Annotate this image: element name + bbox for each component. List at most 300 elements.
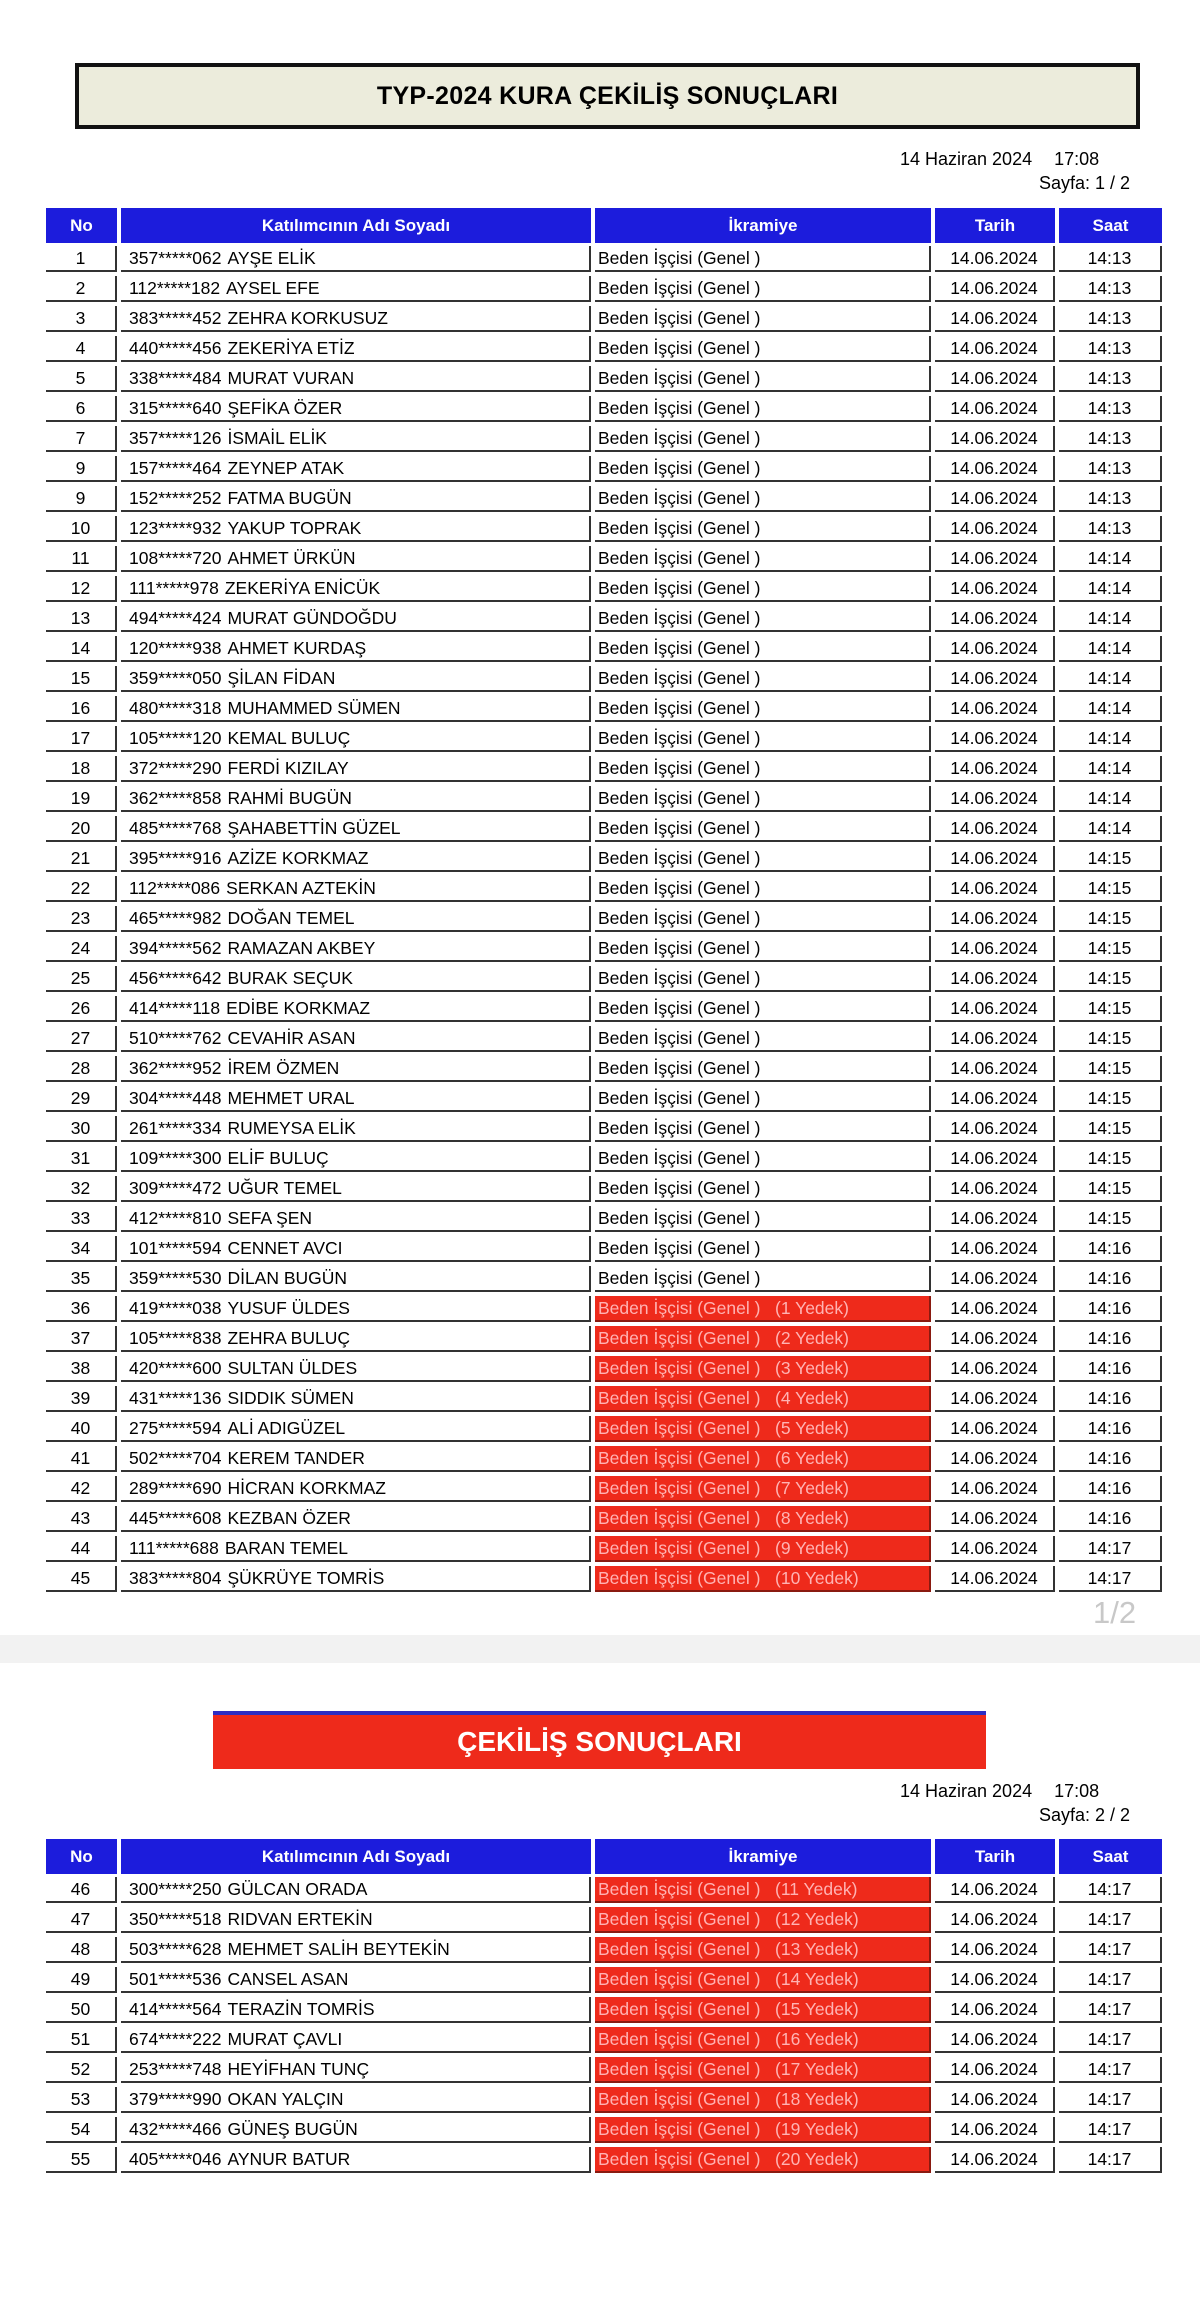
table-row	[0, 304, 1200, 334]
row-date: 14.06.2024	[935, 1296, 1055, 1322]
participant-name: MEHMET URAL	[227, 1087, 355, 1108]
results-table-body	[0, 244, 1200, 1594]
row-time: 14:15	[1059, 1026, 1162, 1052]
row-prize: Beden İşçisi (Genel )	[595, 1146, 931, 1172]
page-number-mark: 1/2	[1093, 1595, 1137, 1630]
row-date: 14.06.2024	[935, 1446, 1055, 1472]
participant-name: YUSUF ÜLDES	[227, 1297, 350, 1318]
row-participant	[121, 1146, 591, 1172]
page-info-2: Sayfa: 2 / 2	[1038, 1805, 1130, 1825]
row-participant	[121, 516, 591, 542]
table-row	[0, 994, 1200, 1024]
table-row	[0, 244, 1200, 274]
participant-name: ŞAHABETTİN GÜZEL	[227, 817, 401, 838]
row-participant	[121, 1356, 591, 1382]
participant-name: FERDİ KIZILAY	[227, 757, 349, 778]
row-date: 14.06.2024	[935, 1476, 1055, 1502]
row-date: 14.06.2024	[935, 1877, 1055, 1903]
table-row	[0, 394, 1200, 424]
row-participant	[121, 366, 591, 392]
participant-name: ALİ ADIGÜZEL	[227, 1417, 346, 1438]
table-row	[0, 694, 1200, 724]
col-header-name: Katılımcının Adı Soyadı	[121, 1839, 591, 1874]
row-prize: Beden İşçisi (Genel )	[595, 876, 931, 902]
row-no: 42	[46, 1476, 117, 1502]
table-row	[0, 1144, 1200, 1174]
participant-name: ZEYNEP ATAK	[227, 457, 345, 478]
row-prize: Beden İşçisi (Genel )	[595, 936, 931, 962]
table-row	[0, 424, 1200, 454]
row-prize: Beden İşçisi (Genel )	[595, 366, 931, 392]
participant-name: ŞÜKRÜYE TOMRİS	[227, 1567, 385, 1588]
row-prize-reserve: Beden İşçisi (Genel ) (20 Yedek)	[595, 2147, 931, 2173]
row-prize: Beden İşçisi (Genel )	[595, 756, 931, 782]
row-time: 14:15	[1059, 846, 1162, 872]
participant-id: 309*****472	[129, 1177, 222, 1198]
participant-id: 502*****704	[129, 1447, 222, 1468]
row-participant	[121, 336, 591, 362]
participant-name: AHMET KURDAŞ	[227, 637, 367, 658]
row-participant	[121, 1326, 591, 1352]
table-row	[0, 1384, 1200, 1414]
row-participant	[121, 666, 591, 692]
row-prize-reserve: Beden İşçisi (Genel ) (12 Yedek)	[595, 1907, 931, 1933]
page-separator	[0, 1635, 1200, 1663]
row-no: 46	[46, 1877, 117, 1903]
row-prize: Beden İşçisi (Genel )	[595, 786, 931, 812]
participant-name: YAKUP TOPRAK	[227, 517, 362, 538]
row-no: 45	[46, 1566, 117, 1592]
participant-id: 414*****564	[129, 1998, 222, 2019]
row-date: 14.06.2024	[935, 1967, 1055, 1993]
row-time: 14:14	[1059, 756, 1162, 782]
row-date: 14.06.2024	[935, 2087, 1055, 2113]
row-no: 31	[46, 1146, 117, 1172]
row-date: 14.06.2024	[935, 726, 1055, 752]
participant-name: DOĞAN TEMEL	[227, 907, 355, 928]
participant-id: 395*****916	[129, 847, 222, 868]
row-participant	[121, 426, 591, 452]
row-time: 14:17	[1059, 1877, 1162, 1903]
participant-id: 112*****086	[129, 877, 221, 898]
table-row	[0, 274, 1200, 304]
page-info: Sayfa: 1 / 2	[1038, 173, 1130, 193]
participant-id: 420*****600	[129, 1357, 222, 1378]
row-date: 14.06.2024	[935, 1176, 1055, 1202]
row-participant	[121, 876, 591, 902]
participant-id: 350*****518	[129, 1908, 222, 1929]
row-prize-reserve: Beden İşçisi (Genel ) (9 Yedek)	[595, 1536, 931, 1562]
row-participant	[121, 1116, 591, 1142]
participant-name: EDİBE KORKMAZ	[226, 997, 371, 1018]
table-row	[0, 904, 1200, 934]
table-row	[0, 514, 1200, 544]
row-participant	[121, 1907, 591, 1933]
participant-id: 465*****982	[129, 907, 222, 928]
row-time: 14:16	[1059, 1476, 1162, 1502]
row-time: 14:13	[1059, 396, 1162, 422]
row-time: 14:13	[1059, 306, 1162, 332]
participant-name: HEYİFHAN TUNÇ	[227, 2058, 370, 2079]
table-row	[0, 544, 1200, 574]
row-prize-reserve: Beden İşçisi (Genel ) (8 Yedek)	[595, 1506, 931, 1532]
participant-id: 431*****136	[129, 1387, 222, 1408]
table-row	[0, 1264, 1200, 1294]
report-datetime	[900, 149, 1135, 170]
row-prize-reserve: Beden İşçisi (Genel ) (1 Yedek)	[595, 1296, 931, 1322]
participant-name: GÜNEŞ BUGÜN	[227, 2118, 358, 2139]
table-row	[0, 874, 1200, 904]
table-row	[0, 1414, 1200, 1444]
row-time: 14:17	[1059, 2057, 1162, 2083]
report-datetime-2	[900, 1781, 1135, 1802]
table-row	[0, 1474, 1200, 1504]
row-no: 32	[46, 1176, 117, 1202]
participant-id: 372*****290	[129, 757, 222, 778]
row-prize: Beden İşçisi (Genel )	[595, 426, 931, 452]
row-no: 9	[46, 486, 117, 512]
row-participant	[121, 816, 591, 842]
row-participant	[121, 2147, 591, 2173]
participant-id: 501*****536	[129, 1968, 222, 1989]
row-time: 14:17	[1059, 1536, 1162, 1562]
table-row	[0, 634, 1200, 664]
row-time: 14:17	[1059, 1907, 1162, 1933]
participant-id: 357*****126	[129, 427, 222, 448]
participant-name: AYSEL EFE	[226, 277, 320, 298]
row-time: 14:14	[1059, 576, 1162, 602]
participant-id: 300*****250	[129, 1878, 222, 1899]
participant-id: 362*****858	[129, 787, 222, 808]
row-date: 14.06.2024	[935, 1026, 1055, 1052]
participant-name: AZİZE KORKMAZ	[227, 847, 369, 868]
participant-name: FATMA BUGÜN	[227, 487, 352, 508]
row-participant	[121, 1296, 591, 1322]
row-prize: Beden İşçisi (Genel )	[595, 1266, 931, 1292]
row-prize: Beden İşçisi (Genel )	[595, 1176, 931, 1202]
participant-name: ELİF BULUÇ	[227, 1147, 329, 1168]
row-participant	[121, 576, 591, 602]
row-prize: Beden İşçisi (Genel )	[595, 1116, 931, 1142]
participant-name: MURAT GÜNDOĞDU	[227, 607, 397, 628]
report-date-2: 14 Haziran 2024	[900, 1781, 1033, 1801]
participant-name: ZEHRA BULUÇ	[227, 1327, 350, 1348]
participant-id: 510*****762	[129, 1027, 222, 1048]
row-participant	[121, 1416, 591, 1442]
row-prize-reserve: Beden İşçisi (Genel ) (17 Yedek)	[595, 2057, 931, 2083]
row-prize: Beden İşçisi (Genel )	[595, 846, 931, 872]
table-row	[0, 484, 1200, 514]
table-row	[0, 1935, 1200, 1965]
participant-name: HİCRAN KORKMAZ	[227, 1477, 386, 1498]
row-participant	[121, 846, 591, 872]
row-time: 14:15	[1059, 936, 1162, 962]
row-prize: Beden İşçisi (Genel )	[595, 906, 931, 932]
row-time: 14:15	[1059, 1086, 1162, 1112]
row-no: 25	[46, 966, 117, 992]
row-time: 14:16	[1059, 1386, 1162, 1412]
row-date: 14.06.2024	[935, 1566, 1055, 1592]
row-no: 51	[46, 2027, 117, 2053]
row-participant	[121, 1446, 591, 1472]
table-row	[0, 1564, 1200, 1594]
table-row	[0, 1204, 1200, 1234]
participant-name: TERAZİN TOMRİS	[227, 1998, 375, 2019]
table-row	[0, 814, 1200, 844]
participant-id: 362*****952	[129, 1057, 222, 1078]
row-no: 54	[46, 2117, 117, 2143]
row-no: 2	[46, 276, 117, 302]
row-prize-reserve: Beden İşçisi (Genel ) (15 Yedek)	[595, 1997, 931, 2023]
row-time: 14:17	[1059, 2147, 1162, 2173]
table-row	[0, 1024, 1200, 1054]
row-no: 43	[46, 1506, 117, 1532]
row-participant	[121, 1967, 591, 1993]
row-date: 14.06.2024	[935, 1997, 1055, 2023]
participant-name: MEHMET SALİH BEYTEKİN	[227, 1938, 450, 1959]
row-time: 14:13	[1059, 426, 1162, 452]
table-row	[0, 784, 1200, 814]
row-no: 5	[46, 366, 117, 392]
row-participant	[121, 1236, 591, 1262]
row-participant	[121, 486, 591, 512]
row-prize: Beden İşçisi (Genel )	[595, 576, 931, 602]
row-date: 14.06.2024	[935, 1146, 1055, 1172]
row-time: 14:15	[1059, 1176, 1162, 1202]
participant-id: 394*****562	[129, 937, 222, 958]
row-no: 38	[46, 1356, 117, 1382]
table-row	[0, 1875, 1200, 1905]
participant-id: 109*****300	[129, 1147, 222, 1168]
row-no: 34	[46, 1236, 117, 1262]
row-time: 14:17	[1059, 2027, 1162, 2053]
row-date: 14.06.2024	[935, 276, 1055, 302]
row-date: 14.06.2024	[935, 1386, 1055, 1412]
row-date: 14.06.2024	[935, 366, 1055, 392]
row-prize-reserve: Beden İşçisi (Genel ) (13 Yedek)	[595, 1937, 931, 1963]
row-prize-reserve: Beden İşçisi (Genel ) (11 Yedek)	[595, 1877, 931, 1903]
participant-id: 108*****720	[129, 547, 222, 568]
row-no: 50	[46, 1997, 117, 2023]
row-no: 1	[46, 246, 117, 272]
row-no: 40	[46, 1416, 117, 1442]
table-row	[0, 1965, 1200, 1995]
report-date: 14 Haziran 2024	[900, 149, 1033, 169]
participant-id: 253*****748	[129, 2058, 222, 2079]
participant-id: 289*****690	[129, 1477, 222, 1498]
row-time: 14:14	[1059, 546, 1162, 572]
participant-name: BURAK SEÇUK	[227, 967, 353, 988]
row-date: 14.06.2024	[935, 936, 1055, 962]
row-date: 14.06.2024	[935, 1536, 1055, 1562]
table-row	[0, 2085, 1200, 2115]
participant-name: AHMET ÜRKÜN	[227, 547, 356, 568]
row-time: 14:13	[1059, 336, 1162, 362]
row-participant	[121, 906, 591, 932]
row-no: 18	[46, 756, 117, 782]
row-participant	[121, 246, 591, 272]
row-time: 14:13	[1059, 276, 1162, 302]
row-participant	[121, 1176, 591, 1202]
participant-id: 456*****642	[129, 967, 222, 988]
participant-id: 105*****120	[129, 727, 222, 748]
row-no: 6	[46, 396, 117, 422]
row-no: 41	[46, 1446, 117, 1472]
row-time: 14:15	[1059, 1146, 1162, 1172]
row-participant	[121, 2027, 591, 2053]
participant-id: 419*****038	[129, 1297, 222, 1318]
participant-id: 445*****608	[129, 1507, 222, 1528]
participant-name: ŞEFİKA ÖZER	[227, 397, 343, 418]
row-participant	[121, 1386, 591, 1412]
participant-id: 383*****804	[129, 1567, 222, 1588]
row-no: 9	[46, 456, 117, 482]
row-prize: Beden İşçisi (Genel )	[595, 336, 931, 362]
row-participant	[121, 636, 591, 662]
row-date: 14.06.2024	[935, 876, 1055, 902]
col-header-prize: İkramiye	[595, 208, 931, 243]
participant-name: OKAN YALÇIN	[227, 2088, 344, 2109]
participant-id: 494*****424	[129, 607, 222, 628]
participant-id: 112*****182	[129, 277, 221, 298]
table-row	[0, 574, 1200, 604]
participant-name: CANSEL ASAN	[227, 1968, 349, 1989]
row-participant	[121, 546, 591, 572]
row-time: 14:17	[1059, 2117, 1162, 2143]
participant-id: 432*****466	[129, 2118, 222, 2139]
col-header-time: Saat	[1059, 1839, 1162, 1874]
row-date: 14.06.2024	[935, 336, 1055, 362]
participant-id: 485*****768	[129, 817, 222, 838]
col-header-no: No	[46, 208, 117, 243]
row-date: 14.06.2024	[935, 2057, 1055, 2083]
participant-id: 359*****050	[129, 667, 222, 688]
table-row	[0, 1234, 1200, 1264]
results-page-2	[0, 1663, 1200, 2301]
row-date: 14.06.2024	[935, 966, 1055, 992]
participant-id: 338*****484	[129, 367, 222, 388]
table-header-2	[0, 1839, 1200, 1874]
row-time: 14:13	[1059, 456, 1162, 482]
row-no: 44	[46, 1536, 117, 1562]
row-prize: Beden İşçisi (Genel )	[595, 1086, 931, 1112]
row-no: 7	[46, 426, 117, 452]
row-date: 14.06.2024	[935, 846, 1055, 872]
table-row	[0, 2115, 1200, 2145]
row-prize: Beden İşçisi (Genel )	[595, 1236, 931, 1262]
row-date: 14.06.2024	[935, 1356, 1055, 1382]
row-time: 14:15	[1059, 1116, 1162, 1142]
participant-name: BARAN TEMEL	[224, 1537, 349, 1558]
row-participant	[121, 996, 591, 1022]
participant-id: 383*****452	[129, 307, 222, 328]
row-no: 47	[46, 1907, 117, 1933]
row-time: 14:14	[1059, 696, 1162, 722]
row-prize: Beden İşçisi (Genel )	[595, 516, 931, 542]
row-no: 23	[46, 906, 117, 932]
row-no: 21	[46, 846, 117, 872]
row-date: 14.06.2024	[935, 1266, 1055, 1292]
row-date: 14.06.2024	[935, 1907, 1055, 1933]
table-row	[0, 1905, 1200, 1935]
participant-id: 105*****838	[129, 1327, 222, 1348]
row-date: 14.06.2024	[935, 306, 1055, 332]
participant-name: ZEKERİYA ETİZ	[227, 337, 355, 358]
row-no: 52	[46, 2057, 117, 2083]
row-time: 14:14	[1059, 786, 1162, 812]
row-time: 14:16	[1059, 1326, 1162, 1352]
row-time: 14:13	[1059, 366, 1162, 392]
participant-name: AYŞE ELİK	[227, 247, 316, 268]
table-row	[0, 2145, 1200, 2175]
table-row	[0, 1084, 1200, 1114]
title-box	[75, 63, 1140, 129]
row-date: 14.06.2024	[935, 2027, 1055, 2053]
row-date: 14.06.2024	[935, 696, 1055, 722]
row-no: 27	[46, 1026, 117, 1052]
table-row	[0, 1114, 1200, 1144]
row-prize: Beden İşçisi (Genel )	[595, 306, 931, 332]
row-prize-reserve: Beden İşçisi (Genel ) (7 Yedek)	[595, 1476, 931, 1502]
row-no: 33	[46, 1206, 117, 1232]
row-participant	[121, 1566, 591, 1592]
table-row	[0, 2025, 1200, 2055]
participant-name: SIDDIK SÜMEN	[227, 1387, 354, 1408]
row-prize: Beden İşçisi (Genel )	[595, 816, 931, 842]
report-time: 17:08	[1054, 149, 1100, 169]
row-date: 14.06.2024	[935, 576, 1055, 602]
participant-id: 412*****810	[129, 1207, 222, 1228]
row-prize: Beden İşçisi (Genel )	[595, 726, 931, 752]
row-prize: Beden İşçisi (Genel )	[595, 456, 931, 482]
row-prize: Beden İşçisi (Genel )	[595, 1206, 931, 1232]
participant-id: 503*****628	[129, 1938, 222, 1959]
participant-id: 359*****530	[129, 1267, 222, 1288]
participant-id: 440*****456	[129, 337, 222, 358]
participant-name: CENNET AVCI	[227, 1237, 343, 1258]
row-time: 14:17	[1059, 1967, 1162, 1993]
row-date: 14.06.2024	[935, 1326, 1055, 1352]
row-no: 30	[46, 1116, 117, 1142]
participant-name: UĞUR TEMEL	[227, 1177, 342, 1198]
participant-id: 674*****222	[129, 2028, 222, 2049]
row-participant	[121, 1266, 591, 1292]
row-time: 14:17	[1059, 1997, 1162, 2023]
row-no: 24	[46, 936, 117, 962]
participant-id: 304*****448	[129, 1087, 222, 1108]
row-participant	[121, 606, 591, 632]
row-participant	[121, 1026, 591, 1052]
row-prize: Beden İşçisi (Genel )	[595, 1026, 931, 1052]
row-no: 20	[46, 816, 117, 842]
row-prize: Beden İşçisi (Genel )	[595, 666, 931, 692]
participant-id: 379*****990	[129, 2088, 222, 2109]
row-participant	[121, 1937, 591, 1963]
row-participant	[121, 966, 591, 992]
participant-name: KEREM TANDER	[227, 1447, 365, 1468]
participant-name: ZEHRA KORKUSUZ	[227, 307, 388, 328]
row-date: 14.06.2024	[935, 456, 1055, 482]
row-participant	[121, 1536, 591, 1562]
row-participant	[121, 1997, 591, 2023]
row-time: 14:16	[1059, 1416, 1162, 1442]
row-prize-reserve: Beden İşçisi (Genel ) (3 Yedek)	[595, 1356, 931, 1382]
row-date: 14.06.2024	[935, 1056, 1055, 1082]
row-date: 14.06.2024	[935, 2147, 1055, 2173]
participant-id: 357*****062	[129, 247, 222, 268]
row-prize-reserve: Beden İşçisi (Genel ) (4 Yedek)	[595, 1386, 931, 1412]
row-date: 14.06.2024	[935, 606, 1055, 632]
